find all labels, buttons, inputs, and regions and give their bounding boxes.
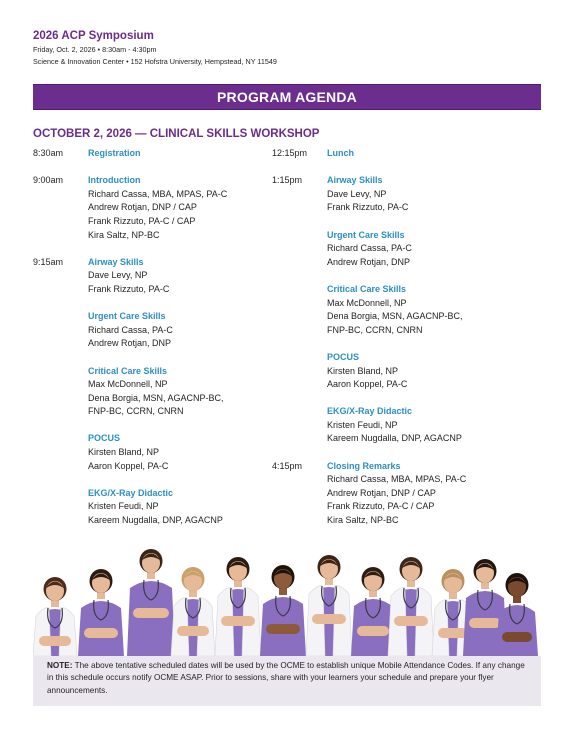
- agenda-slot: [33, 147, 268, 174]
- session: [88, 310, 268, 351]
- session: [327, 460, 542, 528]
- slot-sessions: [327, 460, 542, 542]
- session: [327, 283, 542, 337]
- speaker-name: Andrew Rotjan, DNP / CAP: [88, 202, 197, 213]
- session: [88, 365, 268, 419]
- speaker-name: Andrew Rotjan, DNP / CAP: [327, 487, 436, 498]
- speaker-name: Max McDonnell, NP: [88, 379, 168, 390]
- session-title: POCUS: [88, 433, 121, 444]
- agenda-slot: [33, 256, 268, 541]
- speaker-name: Kristen Feudi, NP: [88, 501, 159, 512]
- note-label: NOTE:: [47, 661, 73, 670]
- event-header: [33, 30, 277, 69]
- speaker-name: Kirsten Bland, NP: [88, 447, 160, 458]
- session: [327, 229, 542, 270]
- speaker-name: Aaron Koppel, PA-C: [327, 379, 408, 390]
- slot-time: 4:15pm: [272, 460, 303, 471]
- slot-sessions: [88, 147, 268, 174]
- session: [327, 351, 542, 392]
- note-box: [33, 656, 541, 706]
- note-text: The above tentative scheduled dates will be used by the OCME to establish unique Mobile Attendance Codes. If any change in this schedule occurs notify OCME ASAP. Prior to sessions, share with your learners your schedule and prepare your flyer announcements.: [47, 661, 525, 695]
- slot-time: 9:15am: [33, 256, 64, 267]
- session-title: Urgent Care Skills: [88, 311, 166, 322]
- speaker-name: Andrew Rotjan, DNP: [88, 338, 172, 349]
- agenda-slot: [272, 147, 542, 174]
- slot-sessions: [327, 147, 542, 174]
- event-title: 2026 ACP Symposium: [33, 30, 154, 42]
- speaker-name: Frank Rizzuto, PA-C / CAP: [327, 501, 435, 512]
- session: [88, 147, 268, 161]
- speaker-name: Frank Rizzuto, PA-C / CAP: [88, 215, 196, 226]
- speaker-name: Richard Cassa, PA-C: [327, 243, 412, 254]
- session-title: Airway Skills: [327, 175, 383, 186]
- speaker-name: Max McDonnell, NP: [327, 297, 407, 308]
- event-date-line: Friday, Oct. 2, 2026 • 8:30am - 4:30pm: [33, 45, 157, 54]
- day-heading: OCTOBER 2, 2026 — CLINICAL SKILLS WORKSHOP: [33, 128, 320, 140]
- slot-time: 1:15pm: [272, 175, 303, 186]
- speaker-name: FNP-BC, CCRN, CNRN: [327, 324, 423, 335]
- speaker-name: Kareem Nugdalla, DNP, AGACNP: [88, 515, 223, 526]
- program-agenda-banner: [33, 84, 541, 110]
- agenda-left-column: [33, 147, 268, 541]
- session-title: EKG/X-Ray Didactic: [88, 487, 174, 498]
- slot-sessions: [88, 174, 268, 256]
- session-title: Introduction: [88, 175, 141, 186]
- session-title: Registration: [88, 148, 141, 158]
- speaker-name: Aaron Koppel, PA-C: [88, 460, 169, 471]
- agenda-slot: [272, 174, 542, 459]
- agenda-right-column: [272, 147, 542, 541]
- session-title: Critical Care Skills: [327, 283, 407, 294]
- speaker-name: Kareem Nugdalla, DNP, AGACNP: [327, 433, 462, 444]
- session-title: Urgent Care Skills: [327, 229, 405, 240]
- agenda-slot: [272, 460, 542, 542]
- event-location-line: Science & Innovation Center • 152 Hofstra University, Hempstead, NY 11549: [33, 57, 277, 66]
- session: [327, 405, 542, 446]
- agenda-slot: [33, 174, 268, 256]
- session: [88, 432, 268, 473]
- speaker-name: Dave Levy, NP: [88, 270, 148, 281]
- slot-sessions: [327, 174, 542, 459]
- session-title: Lunch: [327, 148, 354, 158]
- session-title: Airway Skills: [88, 256, 144, 267]
- session: [327, 147, 542, 161]
- speaker-name: Frank Rizzuto, PA-C: [88, 283, 170, 294]
- speaker-name: Richard Cassa, MBA, MPAS, PA-C: [327, 474, 467, 485]
- group-photo-healthcare-team: [33, 540, 541, 656]
- speaker-name: Dena Borgia, MSN, AGACNP-BC,: [327, 311, 463, 322]
- team-illustration: [33, 540, 541, 656]
- speaker-name: Dave Levy, NP: [327, 188, 387, 199]
- session-title: EKG/X-Ray Didactic: [327, 406, 413, 417]
- session: [88, 256, 268, 297]
- slot-time: 8:30am: [33, 148, 64, 158]
- speaker-name: Frank Rizzuto, PA-C: [327, 202, 409, 213]
- session-title: POCUS: [327, 351, 360, 362]
- speaker-name: Dena Borgia, MSN, AGACNP-BC,: [88, 392, 224, 403]
- session: [327, 174, 542, 215]
- speaker-name: Richard Cassa, PA-C: [88, 324, 173, 335]
- session: [88, 487, 268, 528]
- speaker-name: FNP-BC, CCRN, CNRN: [88, 406, 184, 417]
- slot-sessions: [88, 256, 268, 541]
- speaker-name: Richard Cassa, MBA, MPAS, PA-C: [88, 188, 228, 199]
- session-title: Closing Remarks: [327, 460, 401, 471]
- speaker-name: Kirsten Bland, NP: [327, 365, 399, 376]
- speaker-name: Kira Saltz, NP-BC: [88, 229, 160, 240]
- slot-time: 12:15pm: [272, 148, 308, 158]
- speaker-name: Andrew Rotjan, DNP: [327, 256, 411, 267]
- speaker-name: Kira Saltz, NP-BC: [327, 515, 399, 526]
- session-title: Critical Care Skills: [88, 365, 168, 376]
- session: [88, 174, 268, 242]
- banner-label: PROGRAM AGENDA: [217, 89, 357, 105]
- speaker-name: Kristen Feudi, NP: [327, 419, 398, 430]
- slot-time: 9:00am: [33, 175, 64, 186]
